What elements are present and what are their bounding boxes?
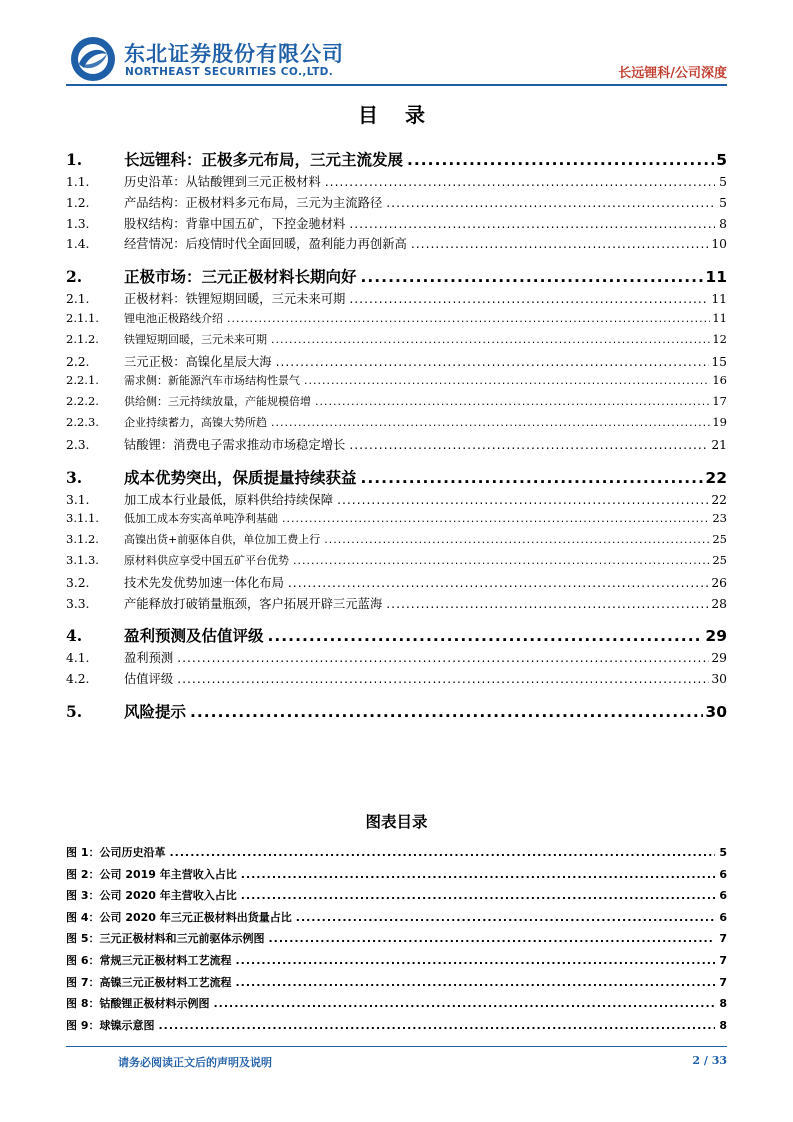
figure-entry[interactable] bbox=[66, 995, 727, 1017]
toc-entry-title: 成本优势突出，保质提量持续获益 bbox=[124, 468, 357, 487]
figure-entry-label: 图 5：三元正极材料和三元前驱体示例图 bbox=[66, 932, 265, 946]
figure-entry-label: 图 2：公司 2019 年主营收入占比 bbox=[66, 867, 237, 881]
toc-entry-number: 4.2. bbox=[66, 672, 90, 687]
section-gap bbox=[66, 690, 727, 698]
toc-entry-number: 2.2.1. bbox=[66, 373, 99, 388]
toc-entry-number: 1.2. bbox=[66, 195, 90, 210]
toc-leader-dots bbox=[227, 312, 710, 325]
footer-disclaimer: 请务必阅读正文后的声明及说明 bbox=[118, 1056, 272, 1069]
figure-leader-dots bbox=[235, 954, 715, 967]
toc-entry[interactable] bbox=[66, 289, 727, 310]
toc-entry-number: 2.1.1. bbox=[66, 310, 99, 325]
toc-entry-title: 盈利预测及估值评级 bbox=[124, 627, 264, 646]
toc-entry-title: 锂电池正极路线介绍 bbox=[124, 311, 223, 325]
figure-leader-dots bbox=[241, 868, 715, 881]
toc-entry-page: 5 bbox=[716, 151, 727, 169]
toc-entry-title: 历史沿革：从钴酸锂到三元正极材料 bbox=[124, 175, 321, 189]
toc-entry-title: 钴酸锂：消费电子需求推动市场稳定增长 bbox=[124, 437, 346, 452]
toc-entry-page: 29 bbox=[705, 627, 727, 646]
toc-entry-number: 1.4. bbox=[66, 237, 90, 252]
figure-entry-page: 7 bbox=[719, 953, 727, 967]
company-name-cn: 东北证券股份有限公司 bbox=[124, 42, 344, 66]
figure-entry-page: 5 bbox=[719, 846, 727, 859]
toc-entry-page: 22 bbox=[711, 492, 727, 507]
toc-entry-title: 需求侧：新能源汽车市场结构性景气 bbox=[124, 374, 300, 388]
figure-entry-page: 6 bbox=[719, 867, 727, 881]
toc-entry-title: 三元正极：高镍化星辰大海 bbox=[124, 354, 272, 369]
toc-leader-dots bbox=[386, 597, 709, 611]
toc-entry-number: 3.1.2. bbox=[66, 532, 99, 547]
figure-entry[interactable] bbox=[66, 866, 727, 888]
toc-entry-number: 3.1. bbox=[66, 492, 90, 507]
toc-leader-dots bbox=[349, 292, 709, 306]
section-gap bbox=[66, 255, 727, 263]
figure-entry[interactable] bbox=[66, 974, 727, 996]
toc-entry[interactable] bbox=[66, 624, 727, 648]
toc-leader-dots bbox=[268, 627, 704, 645]
toc-entry-page: 21 bbox=[711, 437, 727, 452]
toc-entry-page: 15 bbox=[711, 354, 727, 369]
toc-entry[interactable] bbox=[66, 172, 727, 193]
toc-entry-title: 盈利预测 bbox=[124, 651, 174, 666]
toc-leader-dots bbox=[386, 196, 715, 210]
toc-entry[interactable] bbox=[66, 669, 727, 690]
toc-leader-dots bbox=[337, 493, 709, 507]
company-logo bbox=[70, 36, 116, 82]
toc-leader-dots bbox=[293, 554, 710, 567]
toc-entry-page: 30 bbox=[711, 672, 727, 687]
toc-entry[interactable] bbox=[66, 531, 727, 552]
toc-entry-title: 低加工成本夯实高单吨净利基础 bbox=[124, 512, 278, 526]
toc-entry-number: 3.3. bbox=[66, 596, 90, 611]
toc-leader-dots bbox=[271, 416, 710, 429]
toc-entry[interactable] bbox=[66, 648, 727, 669]
footer-divider bbox=[66, 1046, 727, 1047]
figure-entry-page: 6 bbox=[719, 910, 727, 924]
toc-entry[interactable] bbox=[66, 372, 727, 393]
toc-leader-dots bbox=[271, 333, 710, 346]
toc-entry[interactable] bbox=[66, 414, 727, 435]
toc-entry-number: 2. bbox=[66, 267, 83, 287]
toc-entry-title: 技术先发优势加速一体化布局 bbox=[124, 575, 284, 590]
figure-entry-page: 7 bbox=[719, 932, 727, 946]
toc-entry-page: 8 bbox=[719, 216, 727, 231]
toc-entry-number: 1.1. bbox=[66, 175, 90, 189]
toc-entry-number: 3.2. bbox=[66, 575, 90, 590]
toc-entry-title: 产品结构：正极材料多元布局，三元为主流路径 bbox=[124, 195, 383, 210]
figure-leader-dots bbox=[169, 846, 715, 859]
figure-leader-dots bbox=[158, 1019, 715, 1032]
header-divider bbox=[66, 84, 727, 86]
toc-leader-dots bbox=[325, 175, 715, 189]
figure-entry-label: 图 6：常规三元正极材料工艺流程 bbox=[66, 953, 232, 967]
toc-entry-number: 3.1.1. bbox=[66, 511, 99, 526]
page-indicator: 2 / 33 bbox=[692, 1054, 727, 1067]
toc-entry-title: 产能释放打破销量瓶颈，客户拓展开辟三元蓝海 bbox=[124, 596, 383, 611]
toc-leader-dots bbox=[407, 151, 714, 169]
toc-entry-page: 11 bbox=[705, 268, 727, 287]
toc-entry-number: 5. bbox=[66, 701, 83, 721]
toc-entry[interactable] bbox=[66, 331, 727, 352]
section-gap bbox=[66, 456, 727, 464]
toc-entry[interactable] bbox=[66, 393, 727, 414]
figure-leader-dots bbox=[296, 911, 715, 924]
figure-entry-page: 8 bbox=[719, 1018, 727, 1032]
page-title: 目 录 bbox=[358, 103, 435, 127]
toc-entry-title: 供给侧：三元持续放量，产能规模倍增 bbox=[124, 395, 311, 409]
toc-leader-dots bbox=[304, 374, 710, 387]
toc-entry[interactable] bbox=[66, 594, 727, 615]
figure-leader-dots bbox=[213, 997, 715, 1010]
figure-leader-dots bbox=[241, 889, 715, 902]
figure-entry[interactable] bbox=[66, 909, 727, 931]
toc-entry-title: 经营情况：后疫情时代全面回暖，盈利能力再创新高 bbox=[124, 237, 407, 252]
toc-entry-number: 1. bbox=[66, 150, 83, 169]
toc-entry[interactable] bbox=[66, 573, 727, 594]
toc-entry[interactable] bbox=[66, 148, 727, 172]
toc-entry-page: 19 bbox=[712, 414, 727, 429]
toc-entry-number: 2.2.3. bbox=[66, 414, 99, 429]
toc-entry-title: 加工成本行业最低，原料供给持续保障 bbox=[124, 492, 334, 507]
toc-entry-number: 3. bbox=[66, 467, 83, 487]
toc-entry-number: 3.1.3. bbox=[66, 552, 99, 567]
toc-entry-page: 25 bbox=[712, 552, 727, 567]
toc-entry-number: 4. bbox=[66, 626, 83, 646]
toc-entry-number: 1.3. bbox=[66, 216, 90, 231]
figure-leader-dots bbox=[235, 976, 715, 989]
figure-entry[interactable] bbox=[66, 952, 727, 974]
toc-leader-dots bbox=[190, 703, 703, 721]
toc-entry-page: 28 bbox=[711, 596, 727, 611]
toc-entry-page: 5 bbox=[719, 195, 727, 210]
toc-leader-dots bbox=[361, 469, 704, 487]
toc-entry-number: 2.2. bbox=[66, 354, 90, 369]
toc-entry-page: 26 bbox=[711, 575, 727, 590]
toc-entry-number: 2.1.2. bbox=[66, 331, 99, 346]
toc-entry-title: 估值评级 bbox=[124, 672, 174, 687]
figure-entry-label: 图 3：公司 2020 年主营收入占比 bbox=[66, 889, 237, 903]
section-gap bbox=[66, 614, 727, 622]
toc-entry-page: 30 bbox=[705, 702, 727, 721]
toc-entry-page: 10 bbox=[711, 237, 727, 252]
toc-entry-number: 2.1. bbox=[66, 292, 90, 307]
figure-list-title: 图表目录 bbox=[365, 813, 428, 831]
toc-entry-number: 2.2.2. bbox=[66, 394, 99, 409]
figure-entry-page: 7 bbox=[719, 975, 727, 989]
toc-entry-page: 11 bbox=[712, 310, 727, 325]
toc-entry[interactable] bbox=[66, 265, 727, 289]
toc-leader-dots bbox=[349, 438, 709, 452]
toc-leader-dots bbox=[411, 237, 710, 251]
toc-leader-dots bbox=[324, 533, 710, 546]
toc-entry[interactable] bbox=[66, 700, 727, 724]
toc-entry-title: 风险提示 bbox=[124, 702, 187, 721]
toc-entry-title: 股权结构：背靠中国五矿，下控金驰材料 bbox=[124, 216, 346, 231]
figure-leader-dots bbox=[268, 932, 715, 945]
toc-entry-title: 原材料供应享受中国五矿平台优势 bbox=[124, 553, 289, 567]
toc-leader-dots bbox=[276, 355, 710, 369]
toc-entry[interactable] bbox=[66, 490, 727, 511]
figure-entry-page: 6 bbox=[719, 889, 727, 903]
toc-entry[interactable] bbox=[66, 552, 727, 573]
toc-entry-page: 5 bbox=[719, 175, 727, 189]
toc-entry-title: 长远锂科：正极多元布局，三元主流发展 bbox=[124, 151, 404, 169]
figure-entry-label: 图 4：公司 2020 年三元正极材料出货量占比 bbox=[66, 910, 292, 924]
figure-entry-label: 图 9：球镍示意图 bbox=[66, 1018, 155, 1032]
toc-leader-dots bbox=[315, 395, 710, 408]
toc-entry[interactable] bbox=[66, 193, 727, 214]
figure-list bbox=[66, 844, 727, 1038]
table-of-contents bbox=[66, 146, 727, 724]
company-name-en: NORTHEAST SECURITIES CO.,LTD. bbox=[125, 66, 334, 78]
figure-entry-label: 图 1：公司历史沿革 bbox=[66, 846, 166, 859]
toc-leader-dots bbox=[177, 651, 709, 665]
toc-entry-page: 17 bbox=[712, 394, 727, 409]
toc-leader-dots bbox=[282, 512, 710, 525]
toc-entry[interactable] bbox=[66, 352, 727, 373]
figure-entry-page: 8 bbox=[719, 997, 727, 1011]
toc-entry-page: 12 bbox=[712, 331, 727, 346]
figure-entry[interactable] bbox=[66, 887, 727, 909]
toc-entry-page: 23 bbox=[712, 511, 727, 526]
figure-entry[interactable] bbox=[66, 844, 727, 866]
figure-entry-label: 图 7：高镍三元正极材料工艺流程 bbox=[66, 975, 232, 989]
toc-leader-dots bbox=[288, 576, 709, 590]
toc-entry-number: 4.1. bbox=[66, 651, 90, 666]
toc-entry-title: 高镍出货+前驱体自供，单位加工费上行 bbox=[124, 533, 321, 547]
figure-entry[interactable] bbox=[66, 1017, 727, 1039]
toc-entry[interactable] bbox=[66, 214, 727, 235]
toc-entry-page: 22 bbox=[705, 468, 727, 487]
toc-entry[interactable] bbox=[66, 310, 727, 331]
toc-entry-page: 29 bbox=[711, 651, 727, 666]
report-tag: 长远锂科/公司深度 bbox=[618, 66, 727, 81]
toc-entry-page: 25 bbox=[712, 532, 727, 547]
toc-entry-title: 铁锂短期回暖，三元未来可期 bbox=[124, 332, 267, 346]
toc-leader-dots bbox=[349, 217, 715, 231]
toc-leader-dots bbox=[361, 268, 704, 286]
toc-entry[interactable] bbox=[66, 466, 727, 490]
toc-entry-page: 16 bbox=[712, 373, 727, 388]
toc-entry[interactable] bbox=[66, 435, 727, 456]
toc-entry-number: 2.3. bbox=[66, 437, 90, 452]
toc-leader-dots bbox=[177, 672, 709, 686]
toc-entry[interactable] bbox=[66, 234, 727, 255]
toc-entry-title: 正极市场：三元正极材料长期向好 bbox=[124, 268, 357, 287]
toc-entry-title: 正极材料：铁锂短期回暖，三元未来可期 bbox=[124, 292, 346, 307]
toc-entry[interactable] bbox=[66, 510, 727, 531]
figure-entry[interactable] bbox=[66, 930, 727, 952]
figure-entry-label: 图 8：钴酸锂正极材料示例图 bbox=[66, 997, 210, 1011]
toc-entry-page: 11 bbox=[711, 292, 727, 307]
toc-entry-title: 企业持续蓄力，高镍大势所趋 bbox=[124, 415, 267, 429]
